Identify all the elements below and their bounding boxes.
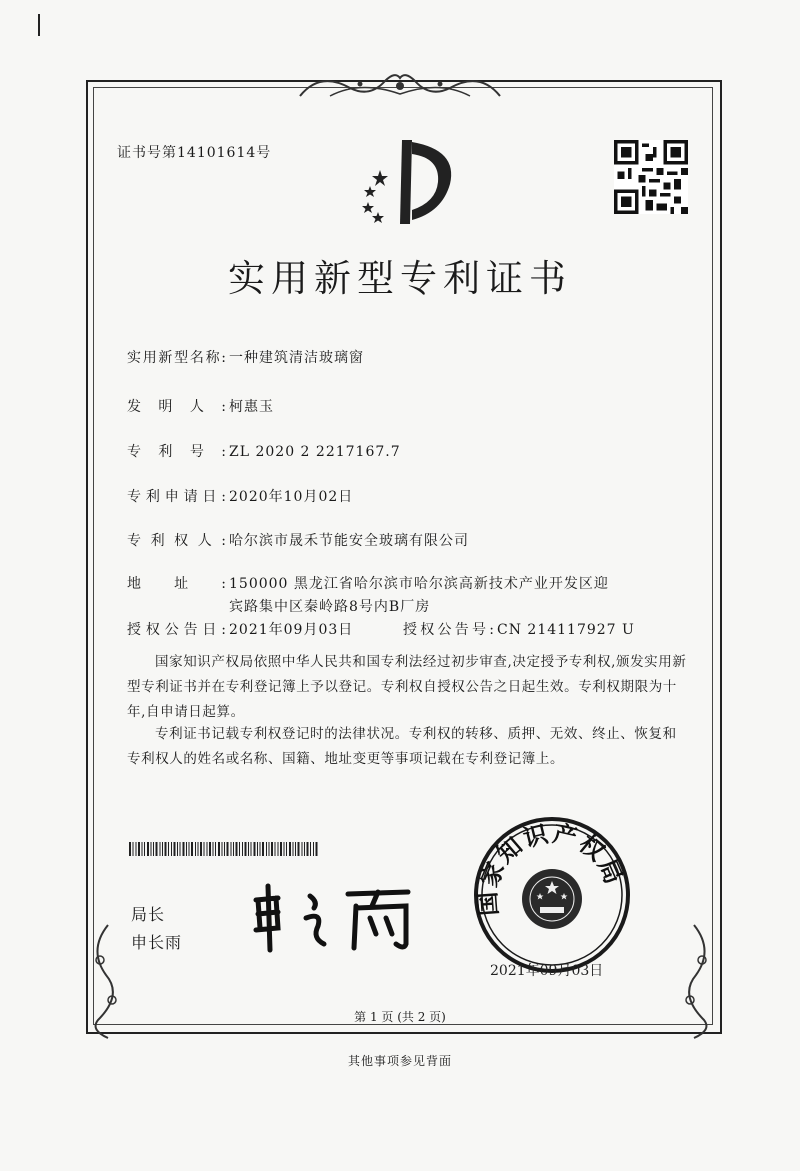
- barcode-bar: [144, 842, 145, 856]
- barcode-bar: [160, 842, 161, 856]
- director-signature: [248, 878, 428, 958]
- certificate-number: 证书号第14101614号: [117, 145, 272, 161]
- barcode-bar: [278, 842, 279, 856]
- body-paragraph-1: 国家知识产权局依照中华人民共和国专利法经过初步审查,决定授予专利权,颁发实用新型专利证书并在专利登记簿上予以登记。专利权自授权公告之日起生效。专利权期限为十年,自申请日起算。: [127, 654, 687, 720]
- barcode-bar: [248, 842, 249, 856]
- seal-date: 2021年09月03日: [490, 963, 604, 979]
- barcode-bar: [165, 842, 167, 856]
- body-paragraph-2: 专利证书记载专利权登记时的法律状况。专利权的转移、质押、无效、终止、恢复和专利权人的姓名或名称、国籍、地址变更等事项记载在专利登记簿上。: [127, 726, 677, 767]
- barcode-bar: [280, 842, 282, 856]
- field-grant-date: [127, 619, 353, 639]
- field-label: 发明人:: [127, 399, 227, 415]
- field-label: 实用新型名称:: [127, 350, 227, 366]
- barcode-bar: [271, 842, 273, 856]
- barcode-bar: [207, 842, 208, 856]
- field-patent-number: [127, 441, 401, 461]
- barcode-bar: [156, 842, 158, 856]
- page-edge-mark: [38, 14, 40, 36]
- barcode-bar: [198, 842, 199, 856]
- field-value: 一种建筑清洁玻璃窗: [229, 350, 364, 366]
- address-line-1: 150000 黑龙江省哈尔滨市哈尔滨高新技术产业开发区迎: [229, 576, 609, 592]
- barcode-bar: [233, 842, 234, 856]
- barcode-bar: [254, 842, 256, 856]
- field-utility-model-name: [127, 347, 364, 367]
- barcode-bar: [316, 842, 318, 856]
- field-label: 专利申请日:: [127, 489, 227, 505]
- field-value: 哈尔滨市晟禾节能安全玻璃有限公司: [229, 533, 469, 549]
- qr-code: [614, 140, 688, 214]
- barcode-bar: [236, 842, 238, 856]
- field-inventor: [127, 396, 274, 416]
- barcode-bar: [310, 842, 311, 856]
- barcode-bar: [304, 842, 305, 856]
- barcode-bar: [215, 842, 216, 856]
- patent-office-logo: [340, 132, 460, 232]
- barcode-bar: [171, 842, 172, 856]
- barcode-bar: [275, 842, 276, 856]
- field-label: 地址:: [127, 576, 227, 592]
- barcode-bar: [180, 842, 181, 856]
- certificate-title: 实用新型专利证书: [228, 257, 572, 300]
- top-ornament: [290, 66, 510, 106]
- barcode-bar: [293, 842, 294, 856]
- barcode-bar: [168, 842, 169, 856]
- field-label: 授权公告号:: [403, 622, 495, 638]
- barcode-bar: [133, 842, 134, 856]
- barcode-bar: [129, 842, 131, 856]
- field-value: 2020年10月02日: [229, 489, 354, 505]
- barcode-bar: [136, 842, 137, 856]
- barcode-bar: [224, 842, 225, 856]
- barcode-bar: [138, 842, 140, 856]
- barcode-bar: [302, 842, 303, 856]
- barcode-bar: [286, 842, 287, 856]
- barcode-bar: [231, 842, 232, 856]
- barcode-bar: [295, 842, 296, 856]
- field-patentee: [127, 530, 469, 550]
- footer-note: 其他事项参见背面: [347, 1054, 452, 1068]
- barcode-bar: [266, 842, 267, 856]
- barcode-bar: [227, 842, 229, 856]
- barcode-bar: [251, 842, 252, 856]
- barcode: [129, 842, 321, 856]
- barcode-bar: [260, 842, 261, 856]
- barcode-bar: [147, 842, 149, 856]
- page-number: 第 1 页 (共 2 页): [354, 1010, 446, 1024]
- field-value: 2021年09月03日: [229, 622, 354, 638]
- barcode-bar: [257, 842, 258, 856]
- address-line-2: 宾路集中区秦岭路8号内B厂房: [229, 599, 431, 615]
- barcode-bar: [189, 842, 190, 856]
- director-title: 局长: [131, 905, 166, 924]
- barcode-bar: [200, 842, 202, 856]
- field-value: ZL 2020 2 2217167.7: [229, 444, 401, 460]
- barcode-bar: [204, 842, 205, 856]
- barcode-bar: [307, 842, 309, 856]
- barcode-bar: [191, 842, 193, 856]
- barcode-bar: [245, 842, 247, 856]
- field-label: 授权公告日:: [127, 622, 227, 638]
- barcode-bar: [218, 842, 220, 856]
- seal-text: 国家知识产权局: [473, 819, 629, 917]
- barcode-bar: [239, 842, 240, 856]
- barcode-bar: [222, 842, 223, 856]
- barcode-bar: [313, 842, 314, 856]
- barcode-bar: [209, 842, 211, 856]
- director-name: 申长雨: [131, 933, 183, 952]
- barcode-bar: [269, 842, 270, 856]
- barcode-bar: [195, 842, 196, 856]
- barcode-bar: [142, 842, 143, 856]
- official-seal: [472, 815, 632, 975]
- barcode-bar: [177, 842, 178, 856]
- barcode-bar: [213, 842, 214, 856]
- barcode-bar: [186, 842, 187, 856]
- barcode-bar: [183, 842, 185, 856]
- field-address: [127, 573, 609, 593]
- barcode-bar: [174, 842, 176, 856]
- barcode-bar: [284, 842, 285, 856]
- barcode-bar: [151, 842, 152, 856]
- barcode-bar: [289, 842, 291, 856]
- barcode-bar: [262, 842, 264, 856]
- barcode-bar: [162, 842, 163, 856]
- barcode-bar: [298, 842, 300, 856]
- barcode-bar: [153, 842, 154, 856]
- field-grant-number: [403, 619, 635, 639]
- field-label: 专利号:: [127, 444, 227, 460]
- field-value: 柯惠玉: [229, 399, 274, 415]
- field-value: CN 214117927 U: [497, 622, 635, 638]
- field-application-date: [127, 486, 353, 506]
- field-label: 专利权人:: [127, 533, 227, 549]
- barcode-bar: [242, 842, 243, 856]
